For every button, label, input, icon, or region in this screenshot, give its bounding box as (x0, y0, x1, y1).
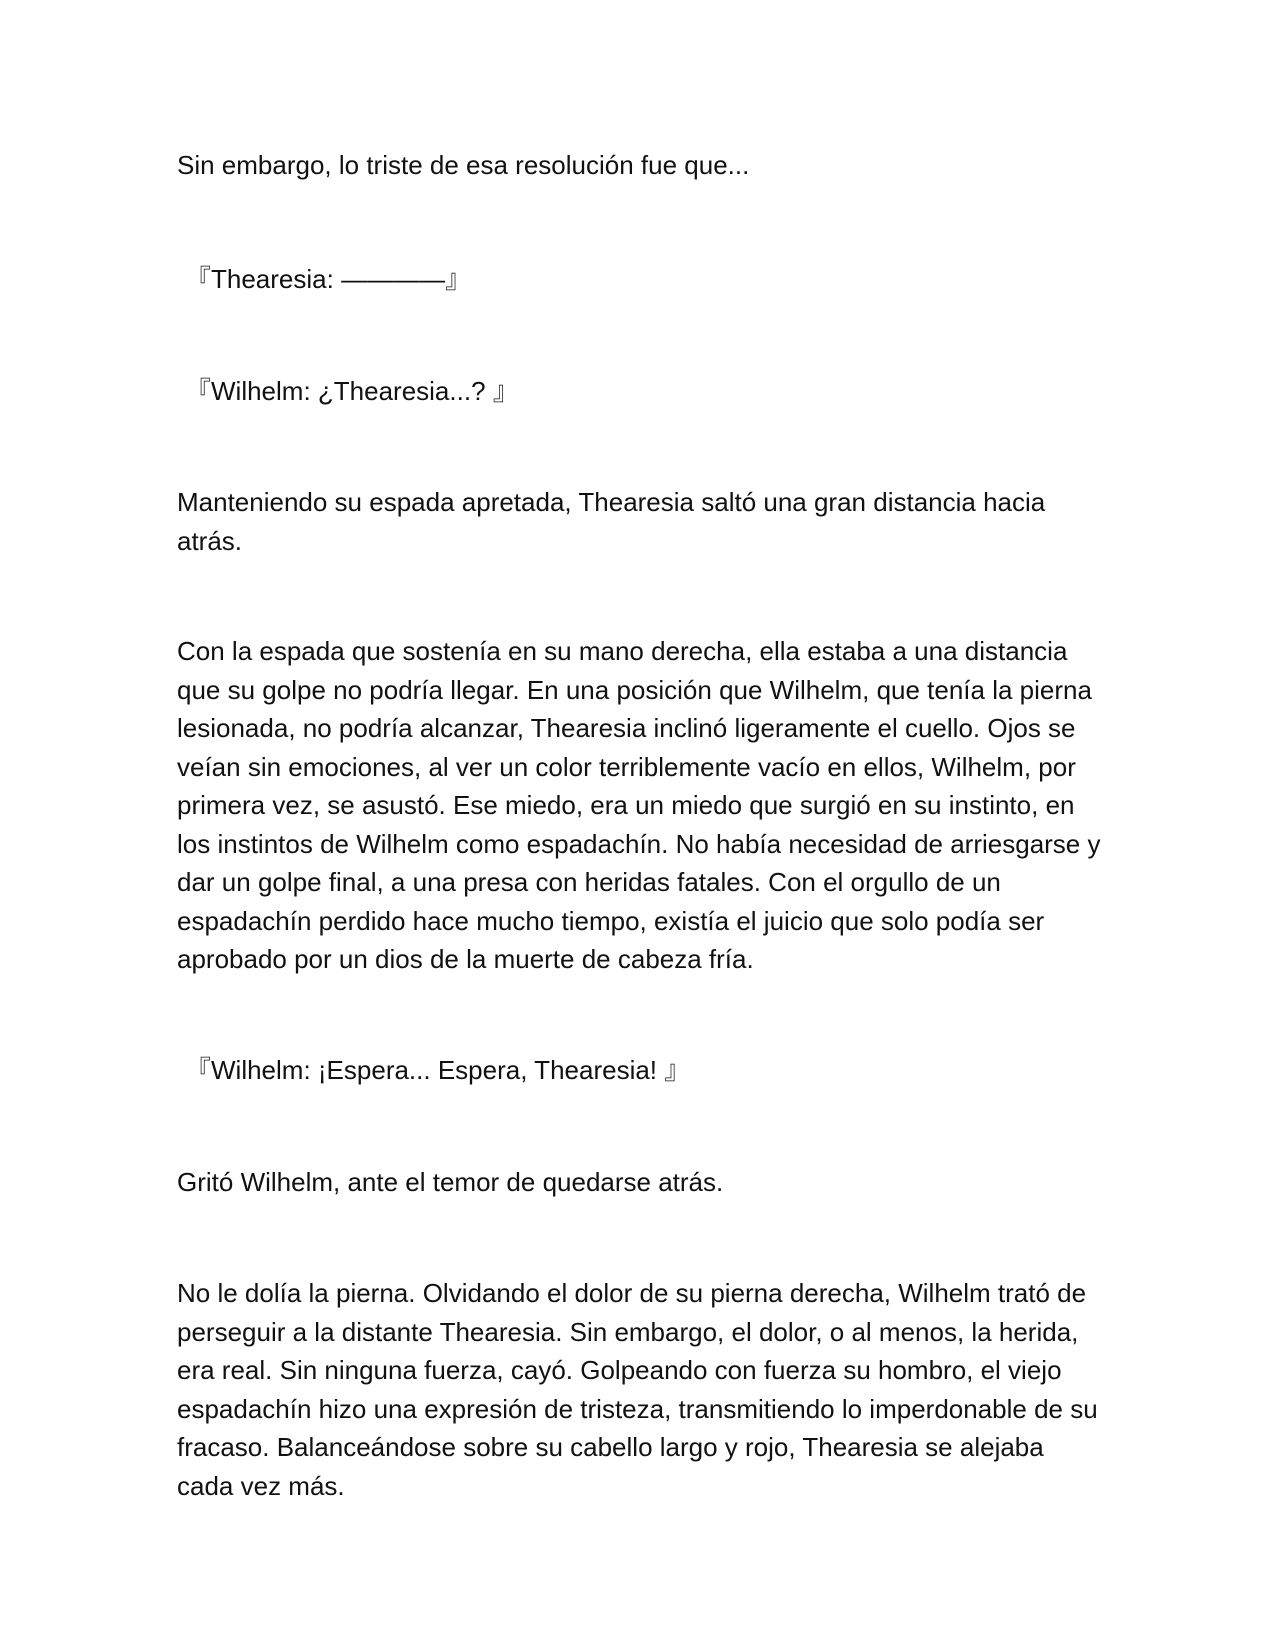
dialogue-line-wilhelm: 『Wilhelm: ¿Thearesia...? 』 (185, 376, 519, 406)
narration-paragraph: Gritó Wilhelm, ante el temor de quedarse atrás. (177, 1167, 724, 1197)
narration-paragraph: No le dolía la pierna. Olvidando el dolor de su pierna derecha, Wilhelm trató de perseguir a la distante Thearesia. Sin embargo, el dolor, o al menos, la herida, era real. Sin ninguna fuerza, cayó. Golpeando con fuerza su hombro, el viejo espadachín hizo una expresión de tristeza, transmitiendo lo imperdonable de su fracaso. Balanceándose sobre su cabello largo y rojo, Thearesia se alejaba cada vez más. (177, 1278, 1098, 1501)
narration-paragraph: Sin embargo, lo triste de esa resolución fue que... (177, 150, 750, 180)
dialogue-line-thearesia: 『Thearesia: ————』 (185, 264, 472, 294)
narration-paragraph: Con la espada que sostenía en su mano derecha, ella estaba a una distancia que su golpe no podría llegar. En una posición que Wilhelm, que tenía la pierna lesionada, no podría alcanzar, Thearesia inclinó ligeramente el cuello. Ojos se veían sin emociones, al ver un color terriblemente vacío en ellos, Wilhelm, por primera vez, se asustó. Ese miedo, era un miedo que surgió en su instinto, en los instintos de Wilhelm como espadachín. No había necesidad de arriesgarse y dar un golpe final, a una presa con heridas fatales. Con el orgullo de un espadachín perdido hace mucho tiempo, existía el juicio que solo podía ser aprobado por un dios de la muerte de cabeza fría. (177, 636, 1101, 974)
dialogue-line-wilhelm: 『Wilhelm: ¡Espera... Espera, Thearesia! 』 (185, 1055, 691, 1085)
narration-paragraph: Manteniendo su espada apretada, Thearesia saltó una gran distancia hacia atrás. (177, 487, 1046, 556)
